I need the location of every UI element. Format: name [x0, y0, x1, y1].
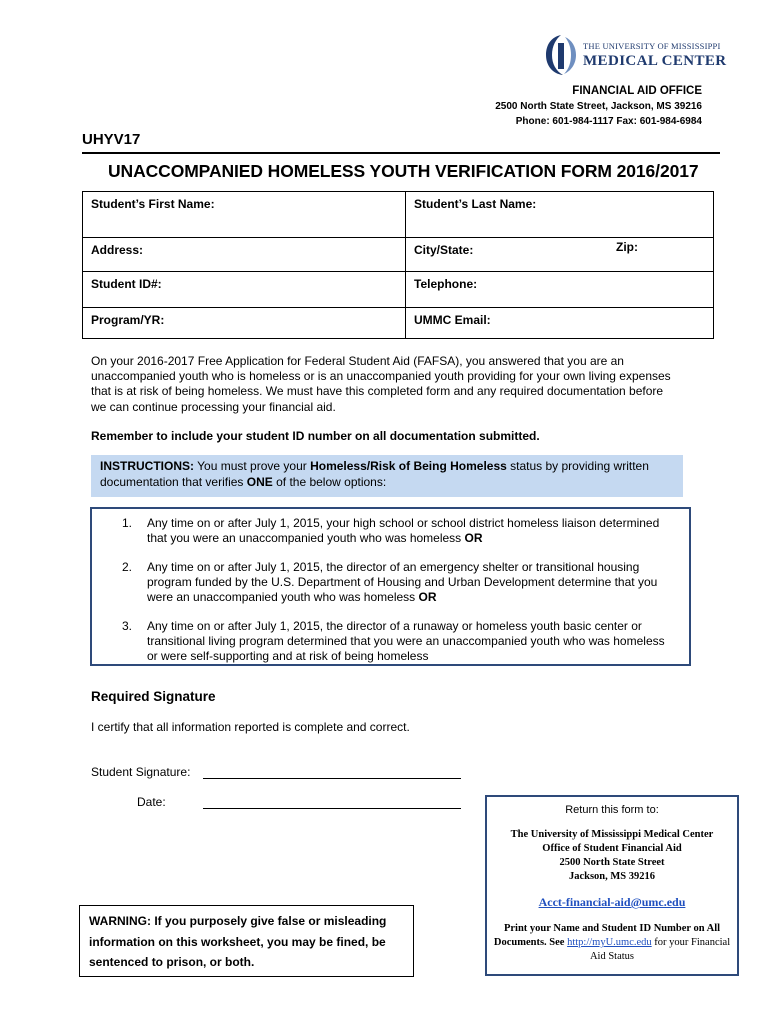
option-text	[147, 516, 667, 546]
header-divider	[82, 152, 720, 154]
return-email-link[interactable]: Acct-financial-aid@umc.edu	[538, 895, 686, 909]
option-text	[147, 619, 667, 664]
return-street: 2500 North State Street	[559, 857, 665, 868]
options-box	[90, 507, 691, 666]
student-info-table	[82, 191, 714, 339]
program-label: Program/YR:	[91, 313, 165, 327]
return-title: Return this form to:	[565, 804, 659, 816]
return-note-end: for your Financial Aid Status	[589, 937, 731, 962]
student-signature-label: Student Signature:	[91, 765, 191, 779]
student-signature-line[interactable]	[203, 778, 461, 779]
date-label: Date:	[137, 795, 166, 809]
first-name-field[interactable]	[83, 192, 406, 238]
certify-text: I certify that all information reported is complete and correct.	[91, 720, 410, 734]
instructions-emphasis: ONE	[246, 474, 273, 489]
email-label: UMMC Email:	[414, 313, 491, 327]
intro-paragraph: On your 2016-2017 Free Application for Federal Student Aid (FAFSA), you answered that you are an unaccompanied youth who is homeless or is an unaccompanied youth providing for your own living expenses that is at risk of being homeless. We must have this completed form and any required documentation before we can continue processing your financial aid.	[91, 354, 671, 414]
city-state-label: City/State:	[414, 243, 474, 257]
option-or: OR	[418, 590, 437, 604]
logo-university-text: THE UNIVERSITY OF MISSISSIPPI	[583, 41, 721, 51]
ummc-logo	[543, 33, 727, 77]
address-field[interactable]	[83, 238, 406, 272]
option-number: 2.	[122, 560, 133, 574]
instructions-label: INSTRUCTIONS:	[100, 459, 194, 473]
option-number: 3.	[122, 619, 133, 633]
ummc-logo-icon	[543, 33, 579, 77]
instructions-text: You must prove your	[194, 459, 311, 473]
last-name-label: Student’s Last Name:	[414, 197, 537, 211]
first-name-label: Student’s First Name:	[91, 197, 215, 211]
date-line[interactable]	[203, 808, 461, 809]
return-address	[487, 828, 737, 884]
student-id-field[interactable]	[83, 272, 406, 308]
option-body: Any time on or after July 1, 2015, the director of a runaway or homeless youth basic center or transitional living program determined that you were an unaccompanied youth who was homeless or were self-supporting and at risk of being homeless	[147, 619, 665, 663]
instructions-text: status by providing written documentation that verifies	[100, 459, 649, 489]
office-phone: Phone: 601-984-1117 Fax: 601-984-6984	[515, 116, 702, 127]
email-field[interactable]	[406, 308, 714, 339]
option-body: Any time on or after July 1, 2015, the director of an emergency shelter or transitional housing program funded by the U.S. Department of Housing and Urban Development determine that you were an unaccompanied youth who was homeless	[147, 560, 658, 604]
office-name: FINANCIAL AID OFFICE	[572, 85, 702, 97]
form-code: UHYV17	[82, 131, 141, 148]
student-id-label: Student ID#:	[91, 277, 162, 291]
instructions-box	[91, 455, 683, 497]
city-state-field[interactable]	[406, 238, 714, 272]
return-org: The University of Mississippi Medical Center	[510, 829, 714, 840]
option-number: 1.	[122, 516, 133, 530]
signature-heading: Required Signature	[91, 689, 216, 704]
program-field[interactable]	[83, 308, 406, 339]
office-address: 2500 North State Street, Jackson, MS 39216	[495, 101, 702, 112]
return-address-box	[485, 795, 739, 976]
return-note-bold: Print your Name and Student ID Number on All Documents. See	[493, 923, 721, 948]
last-name-field[interactable]	[406, 192, 714, 238]
option-or: OR	[464, 531, 483, 545]
return-note	[493, 922, 731, 964]
logo-medical-center-text: MEDICAL CENTER	[583, 53, 727, 69]
option-text	[147, 560, 667, 605]
return-city: Jackson, MS 39216	[568, 871, 656, 882]
address-label: Address:	[91, 243, 144, 257]
page-title: UNACCOMPANIED HOMELESS YOUTH VERIFICATION FORM 2016/2017	[108, 161, 699, 181]
option-body: Any time on or after July 1, 2015, your high school or school district homeless liaison determined that you were an unaccompanied youth who was homeless	[147, 516, 660, 545]
return-office: Office of Student Financial Aid	[542, 843, 682, 854]
zip-label: Zip:	[616, 240, 638, 254]
telephone-label: Telephone:	[414, 277, 478, 291]
reminder-text: Remember to include your student ID number on all documentation submitted.	[91, 429, 540, 443]
myu-link[interactable]: http://myU.umc.edu	[567, 937, 652, 948]
warning-box: WARNING: If you purposely give false or misleading information on this worksheet, you may be fined, be sentenced to prison, or both.	[79, 905, 414, 977]
telephone-field[interactable]	[406, 272, 714, 308]
instructions-emphasis: Homeless/Risk of Being Homeless	[310, 459, 507, 473]
instructions-text: of the below options:	[272, 474, 387, 489]
